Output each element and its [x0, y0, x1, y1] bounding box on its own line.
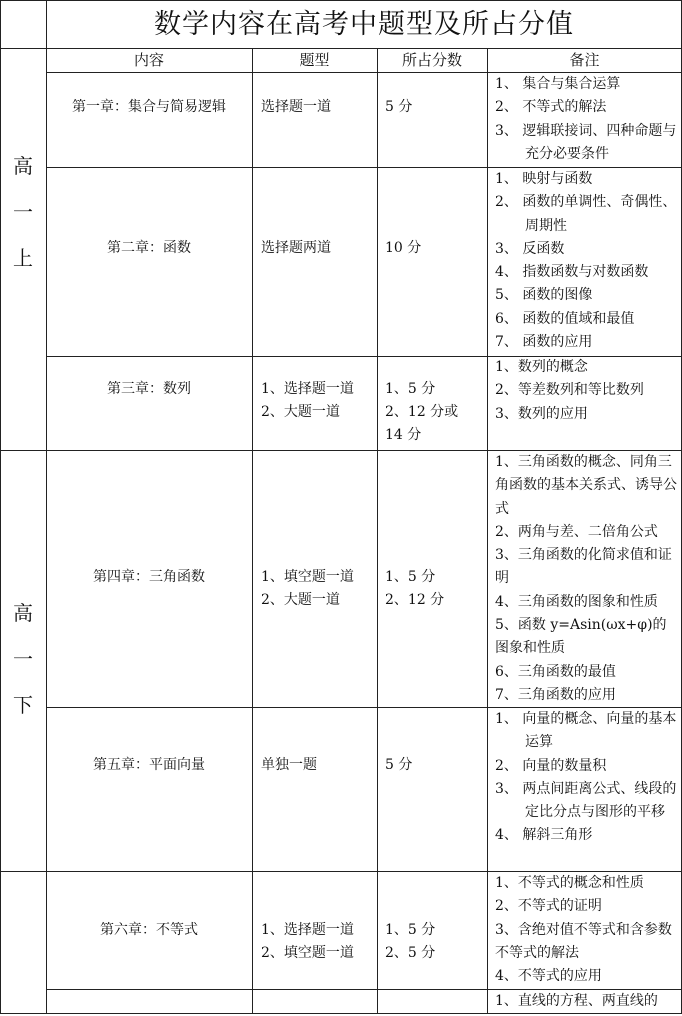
- type-cell: 1、选择题一道 2、大题一道: [261, 381, 354, 420]
- notes-cell: 1、 映射与函数 2、 函数的单调性、奇偶性、周期性 3、 反函数 4、 指数函数与对数函数 5、 函数的图像 6、 函数的值域和最值 7、 函数的应用: [495, 171, 677, 351]
- score-cell: 5 分: [385, 99, 413, 115]
- score-cell: 5 分: [385, 757, 413, 773]
- type-cell: 单独一题: [261, 757, 317, 773]
- content-cell: 第六章：不等式: [100, 922, 198, 938]
- header-score: 所占分数: [401, 51, 462, 69]
- content-cell: 第三章：数列: [107, 381, 191, 397]
- type-cell: 选择题两道: [261, 240, 331, 256]
- page-title: 数学内容在高考中题型及所占分值: [154, 9, 574, 40]
- content-cell: 第一章：集合与简易逻辑: [72, 99, 226, 115]
- content-cell: 第二章：函数: [107, 240, 191, 256]
- semester-label-1-lower: 高 一 下: [13, 601, 33, 717]
- header-notes: 备注: [569, 51, 600, 69]
- score-cell: 10 分: [385, 240, 422, 256]
- score-cell: 1、5 分 2、5 分: [385, 922, 436, 961]
- content-cell: 第五章：平面向量: [93, 757, 205, 773]
- header-type: 题型: [299, 51, 330, 69]
- score-cell: 1、5 分 2、12 分或 14 分: [385, 381, 459, 443]
- semester-label-1-upper: 高 一 上: [13, 154, 33, 270]
- notes-cell: 1、数列的概念 2、等差数列和等比数列 3、数列的应用: [495, 359, 644, 422]
- notes-cell: 1、不等式的概念和性质 2、不等式的证明 3、含绝对值不等式和含参数不等式的解法 4、不等式的应用: [495, 875, 672, 985]
- type-cell: 1、选择题一道 2、填空题一道: [261, 922, 354, 961]
- content-cell: 第四章：三角函数: [93, 569, 205, 585]
- score-cell: 1、5 分 2、12 分: [385, 569, 445, 608]
- notes-cell: 1、 集合与集合运算 2、 不等式的解法 3、 逻辑联接词、四种命题与充分必要条件: [495, 76, 677, 162]
- type-cell: 选择题一道: [261, 99, 331, 115]
- notes-cell: 1、直线的方程、两直线的: [495, 993, 658, 1009]
- type-cell: 1、填空题一道 2、大题一道: [261, 569, 354, 608]
- header-content: 内容: [133, 51, 164, 69]
- notes-cell: 1、三角函数的概念、同角三角函数的基本关系式、诱导公式 2、两角与差、二倍角公式 3、三角函数的化简求值和证明 4、三角函数的图象和性质 5、函数 y=Asin(ωx+φ)的图象和性质 6、三角函数的最值 7、三角函数的应用: [495, 454, 677, 703]
- notes-cell: 1、 向量的概念、向量的基本运算 2、 向量的数量积 3、 两点间距离公式、线段的定比分点与图形的平移 4、 解斜三角形: [495, 711, 677, 844]
